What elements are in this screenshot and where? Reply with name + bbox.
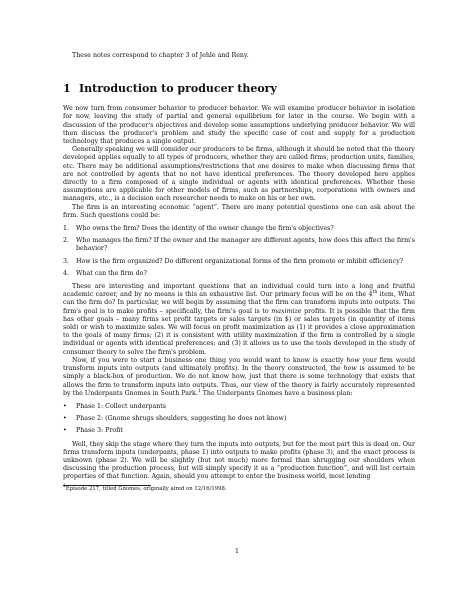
section-number: 1 bbox=[63, 82, 71, 96]
paragraph-5: Now, if you were to start a business one thing you would want to know is exactly how your firm would transform inputs into outputs (and ultimately profits). In the theory constructed, the how is assumed to be simply a black-box of production. We do not know how, just that there is some technology that exists that allows the firm to transform inputs into outputs. Thus, our view of the theory is fairly accurately represented by the Underpants Gnomes in South Park.$^1$ The Underpants Gnomes have a business plan: bbox=[63, 356, 415, 397]
footnote: $^1$Episode 217, titled Gnomes, originally aired on 12/16/1998. bbox=[63, 483, 227, 492]
footnote-ref[interactable]: 1 bbox=[197, 388, 201, 394]
page-body bbox=[63, 52, 415, 493]
paragraph-2: Generally speaking we will consider our producers to be firms, although it should be noted that the theory developed applies equally to all types of producers, whether they are called firms, production units, families, etc. There may be additional assumptions/restrictions that one desires to make when discussing firms that are not controlled by agents that no not have identical preferences. The theory developed here applies directly to a firm composed of a single individual or agents with identical preferences. Whether these assumptions are applicable for other models of firms, such as partnerships, corporations with owners and managers, etc., is a decision each researcher needs to make on his or her own. bbox=[63, 146, 415, 203]
section-heading bbox=[63, 82, 415, 95]
intro-note: These notes correspond to chapter 3 of Jehle and Reny. bbox=[72, 52, 249, 59]
paragraph-4: These are interesting and important questions that an individual could turn into a long and fruitful academic career, and by no means is this an exhaustive list. Our primary focus will be on the 4th item, What can the firm do? In particular, we will begin by assuming that the firm can transform inputs into outputs. The firm's goal is to make profits – specifically, the firm's goal is to maximize profits. It is possible that the firm has other goals – many firms set profit targets or sales targets (in $) or sales targets (in quantity of items sold) or wish to maximize sales. We will focus on profit maximization as (1) it provides a close approximation to the goals of many firms; (2) it is consistent with utility maximization if the firm is controlled by a single individual or agents with identical preferences; and (3) it allows us to use the tools developed in the study of consumer theory to solve the firm's problem. bbox=[63, 283, 415, 356]
list-item: 2. Who manages the firm? If the owner and the manager are different agents, how does this affect the firm's behavior? bbox=[63, 237, 416, 253]
page-number: 1 bbox=[234, 548, 239, 555]
list-item: 3. How is the firm organized? Do different organizational forms of the firm promote or inhibit efficiency? bbox=[63, 257, 404, 265]
paragraph-3: The firm is an interesting economic “agent”. There are many potential questions one can ask about the firm. Such questions could be: bbox=[63, 203, 415, 219]
list-item: • Phase 1: Collect underpants bbox=[63, 402, 167, 410]
list-item: • Phase 3: Profit bbox=[63, 427, 123, 435]
list-item: • Phase 2: (Gnome shrugs shoulders, suggesting he does not know) bbox=[63, 415, 287, 423]
questions-list bbox=[63, 225, 415, 278]
list-item: 4. What can the firm do? bbox=[63, 269, 147, 277]
phases-list bbox=[63, 403, 415, 436]
list-item: 1. Who owns the firm? Does the identity of the owner change the firm's objectives? bbox=[63, 225, 334, 233]
paragraph-6: Well, they skip the stage where they turn the inputs into outputs, but for the most part this is dead on. Our firms transform inputs (underpants, phase 1) into outputs to make profits (phase 3), and the exact process is unknown (phase 2). We will be slightly (but not much) more formal than shrugging our shoulders when discussing the production process, but will simply specify it as a “production function”, and will list certain properties of that function. Again, should you attempt to enter the business world, most lending bbox=[63, 440, 415, 481]
paragraph-1: We now turn from consumer behavior to producer behavior. We will examine producer behavior in isolation for now, leaving the study of partial and general equilibrium for later in the course. We begin with a discussion of the producer's objectives and develop some assumptions underlying producer behavior. We will then discuss the producer's problem and study the specific case of cost and supply for a production technology that produces a single output. bbox=[63, 105, 415, 146]
section-title: Introduction to producer theory bbox=[79, 82, 277, 96]
